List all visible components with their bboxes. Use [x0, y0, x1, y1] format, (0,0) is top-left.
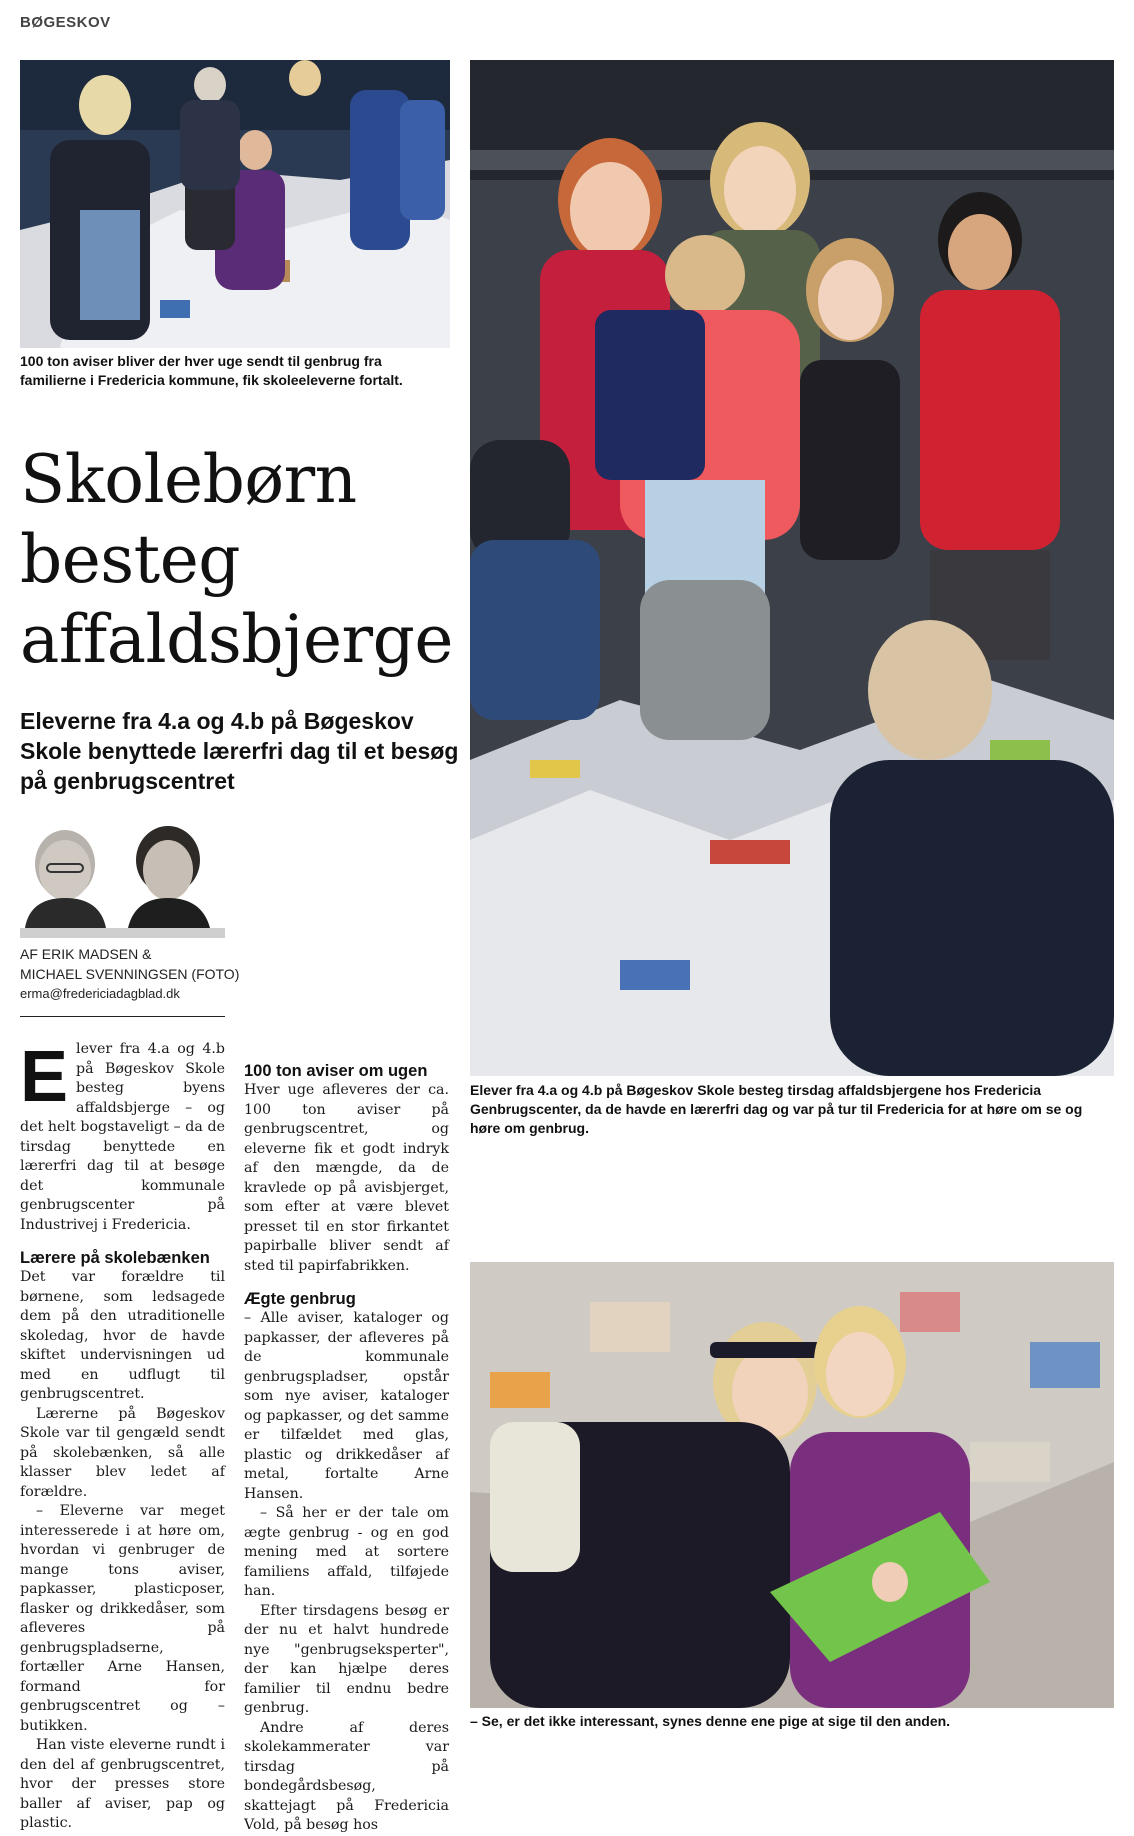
headline-line-2: besteg: [20, 521, 241, 598]
paragraph: – Så her er der tale om ægte genbrug - og en god mening med at sortere familiens affald, tilføjede han.: [244, 1505, 449, 1599]
byline-portraits: [20, 826, 225, 928]
photo-children-climbing-waste-mountain: [470, 60, 1114, 1076]
paragraph: Efter tirsdagens besøg er der nu et halvt hundrede nye "genbrugseksperter", der kan hjælpe deres familier til endnu bedre genbrug.: [244, 1602, 449, 1716]
paragraph: Hver uge afleveres der ca. 100 ton aviser på genbrugscentret, og eleverne fik et godt indryk af den mængde, da de kravlede op på avisbjerget, som efter at være blevet presset til en stor firkantet papirballe bliver sendt af sted til papirfabrikken.: [244, 1082, 449, 1274]
byline-rule: [20, 1016, 225, 1017]
paragraph: Lærerne på Bøgeskov Skole var til gengæld sendt på skolebænken, så alle klasser blev ledet af forældre.: [20, 1405, 225, 1500]
byline-photographer: MICHAEL SVENNINGSEN (FOTO): [20, 966, 240, 982]
section-label: BØGESKOV: [20, 14, 111, 31]
photo-students-on-paper-pile: [20, 60, 450, 348]
photo1-caption: 100 ton aviser bliver der hver uge sendt til genbrug fra familierne i Fredericia kommune, fik skoleeleverne fortalt.: [20, 353, 403, 388]
byline-bar: [20, 928, 225, 938]
paragraph: Han viste eleverne rundt i den del af genbrugscentret, hvor der presses store baller af aviser, pap og plastic.: [20, 1737, 225, 1831]
photo2-caption: Elever fra 4.a og 4.b på Bøgeskov Skole besteg tirsdag affaldsbjergene hos Fredericia Genbrugscenter, da de havde en lærerfri dag og var på tur til Fredericia for at høre om se og høre om genbrug.: [470, 1082, 1083, 1136]
paragraph: – Alle aviser, kataloger og papkasser, der afleveres på de kommunale genbrugspladser, opstår som nye aviser, kataloger og papkasser, og det samme er tilfældet med glas, plastic og drikkedåser af metal, fortalte Arne Hansen.: [244, 1310, 449, 1502]
headline-line-1: Skolebørn: [20, 441, 357, 518]
photo3-caption: – Se, er det ikke interessant, synes denne ene pige at sige til den anden.: [470, 1713, 951, 1729]
article-intro: Elever fra 4.a og 4.b på Bøgeskov Skole besteg byens affaldsbjerge – og det helt bogstaveligt – da de tirsdag benyttede en lærerfri dag til at besøge det kommunale genbrugscenter på Industrivej i Fredericia.: [20, 1037, 225, 1233]
subheading-teachers: Lærere på skolebænken: [20, 1249, 210, 1267]
headline: [20, 440, 460, 680]
byline: [20, 944, 239, 1004]
byline-email[interactable]: erma@fredericiadagblad.dk: [20, 986, 180, 1001]
paragraph: – Eleverne var meget interesserede i at høre om, hvordan vi genbruger de mange tons aviser, papkasser, plasticposer, flasker og drikkedåser, som afleveres på genbrugspladserne, fortæller Arne Hansen, formand for genbrugscentret og –butikken.: [20, 1503, 225, 1734]
drop-cap: E: [20, 1037, 69, 1117]
photo-girls-reading-paper: [470, 1262, 1114, 1708]
article-column-2: [244, 1050, 449, 1836]
paragraph: Det var forældre til børnene, som ledsagede dem på den utraditionelle skoledag, hvor de havde skiftet undervisningen ud med en udflugt til genbrugscentret.: [20, 1269, 225, 1402]
paragraph: Andre af deres skolekammerater var tirsdag på bondegårdsbesøg, skattejagt på Fredericia Vold, på besøg hos: [244, 1719, 449, 1833]
subheadline: Eleverne fra 4.a og 4.b på Bøgeskov Skole benyttede lærerfri dag til et besøg på genbrugscentret: [20, 708, 459, 794]
article-column-1: [20, 1037, 225, 1834]
headline-line-3: affaldsbjerge: [20, 601, 453, 678]
subheading-100-ton: 100 ton aviser om ugen: [244, 1062, 428, 1080]
subheading-real-recycling: Ægte genbrug: [244, 1290, 356, 1308]
byline-author: AF ERIK MADSEN &: [20, 946, 152, 962]
